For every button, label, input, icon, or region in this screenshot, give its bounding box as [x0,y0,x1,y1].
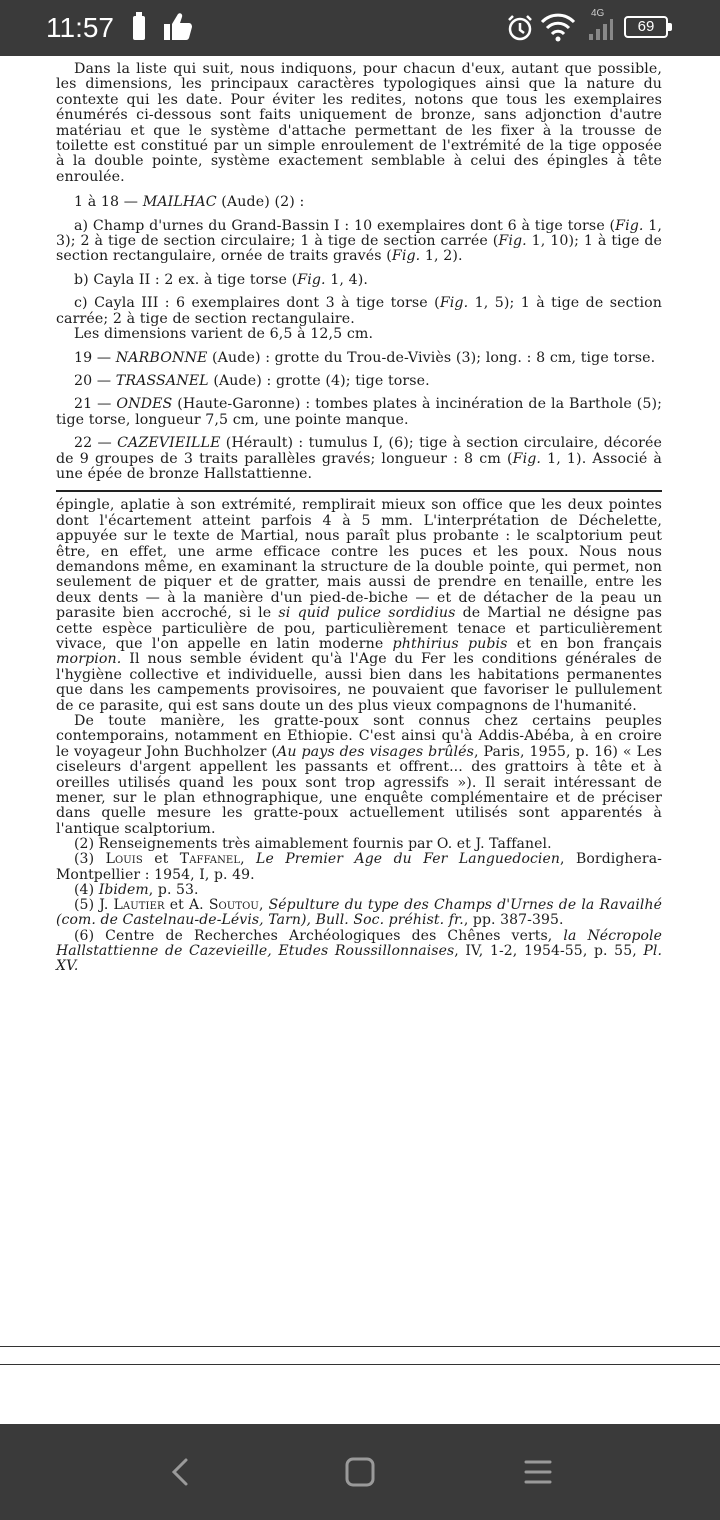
entry-text: (Aude) : grotte (4); tige torse. [208,372,430,389]
entry-heading-mailhac [56,195,662,210]
menu-icon[interactable] [516,1450,560,1494]
footnote-4 [56,883,662,898]
fig-ref: Fig. [439,295,469,312]
fn-text: (3) [74,851,106,868]
page-separator-bottom [0,1364,720,1365]
home-icon[interactable] [338,1450,382,1494]
fn-text: , [240,851,257,868]
fn-text: , [258,897,269,914]
fn-text: (5) J. [74,897,114,914]
battery-icon: 69 [624,16,668,38]
body-text: épingle, aplatie à son extrémité, remplirait mieux son office que les deux pointes dont l'écartement atteint parfois 4 à 5 mm. L'interprétation de Déchelette, appuyée sur le texte de Martial, nous paraît plus probante : le scalptorium peut être, en effet, une arme efficace contre les puces et les poux. Nous nous demandons même, en examinant la structure de la double pointe, qui permet, non seulement de piquer et de gratter, mais aussi de prendre en tenaille, entre les deux dents — à la manière d'un pied-de-biche — et de détacher de la peau un parasite bien accroché, si le [56,497,662,622]
body-text: et en bon français [507,636,663,652]
fn-text: (6) Centre de Recherches Archéologiques des Chênes verts, [74,927,564,944]
fig-ref: Fig. [297,271,326,288]
entry-number: 22 — [74,435,112,452]
entry-19 [56,351,662,366]
fn-text: , IV, 1-2, 1954-55, p. 55, [454,942,644,959]
entry-22 [56,436,662,482]
entry-21 [56,397,662,428]
latin-term: phthirius pubis [392,636,508,652]
author-name: Louis [105,851,143,868]
entry-rest: (Aude) (2) : [221,194,305,211]
work-title: Ibidem [98,881,149,898]
signal-icon [586,14,614,42]
place-name: CAZEVIEILLE [117,435,221,452]
document-page [56,62,662,974]
fn-text: , Bordighera-Montpellier : 1954, I, p. 49. [56,851,662,883]
entry-number: 20 — [74,372,112,389]
plate-ref: Pl. XV. [56,942,663,974]
fig-ref: Fig. [615,217,644,234]
fn-text: (4) [74,881,99,898]
place-name: NARBONNE [115,349,208,366]
alarm-icon [506,14,534,42]
wifi-icon [540,12,576,42]
fn-text: et A. [164,897,209,914]
fig-ref: Fig. [498,233,527,250]
entry-number: 21 — [74,396,112,413]
footnote-2: (2) Renseignements très aimablement fournis par O. et J. Taffanel. [74,836,552,853]
body-paragraph-1 [56,498,662,714]
thumb-icon [160,10,194,44]
place-name: ONDES [116,396,173,413]
body-paragraph-2 [56,714,662,837]
fig-ref: Fig. [512,450,541,467]
entry-text: 1, 4). [325,271,368,288]
fn-text: et [142,851,180,868]
entry-text: c) Cayla III : 6 exemplaires dont 3 à tige torse ( [74,295,440,312]
body-text: De toute manière, les gratte-poux sont connus chez certains peuples contemporains, notamment en Ethiopie. C'est ainsi qu'à Addis-Abéba, à en croire le voyageur John Buchholzer ( [56,713,662,760]
entry-text: a) Champ d'urnes du Grand-Bassin I : 10 exemplaires dont 6 à tige torse ( [74,217,616,234]
entry-text: 1, 3); 2 à tige de section circulaire; 1 à tige de section carrée ( [56,217,662,250]
book-title: Au pays des visages brûlés [276,743,474,760]
body-text: Il nous semble évident qu'à l'Age du Fer les conditions générales de l'hygiène collective et individuelle, aussi bien dans les habitations permanentes que dans les campements provisoires, ne pouvaient que favoriser le pullulement de ce parasite, qui est sans doute un des plus vieux compagnons de l'humanité. [56,651,662,714]
entry-b [56,273,662,288]
status-time: 11:57 [46,12,114,43]
fn-text: , p. 53. [148,881,199,898]
footnote-divider [56,490,662,492]
footnotes [56,837,662,974]
status-bar [0,0,720,56]
entry-text: 1, 1). Associé à une épée de bronze Hallstattienne. [56,450,662,482]
french-term: morpion. [56,651,122,668]
entry-number: 19 — [74,349,112,366]
page-separator-top [0,1346,720,1347]
author-name: Taffanel [179,851,241,868]
entry-text: (Haute-Garonne) : tombes plates à incinération de la Barthole (5); tige torse, longueur 7,5 cm, une pointe manque. [56,396,662,428]
entry-text: 1, 2). [420,248,463,265]
footnote-3 [56,852,662,882]
place-name: MAILHAC [142,194,217,211]
entry-text: b) Cayla II : 2 ex. à tige torse ( [74,271,298,288]
network-type: 4G [591,8,605,19]
footnote-5 [56,898,662,928]
entry-c [56,296,662,327]
author-name: Soutou [208,897,259,914]
entry-20 [56,374,662,389]
entry-a [56,219,662,265]
place-name: TRASSANEL [115,372,209,389]
work-title: la Nécropole Hallstattienne de Cazevieille, Etudes Roussillonnaises [56,927,663,959]
work-title: Sépulture du type des Champs d'Urnes de la Ravailhé (com. de Castelnau-de-Lévis, Tarn), Bull. Soc. préhist. fr. [56,897,662,929]
back-icon[interactable] [160,1450,204,1494]
entry-text: 1, 10); 1 à tige de section rectangulaire, ornée de traits gravés ( [56,233,662,265]
fn-text: , pp. 387-395. [463,912,564,929]
work-title: Le Premier Age du Fer Languedocien [256,851,561,868]
latin-quote: si quid pulice sordidius [278,605,456,622]
battery-small-icon [133,16,145,40]
author-name: Lautier [113,897,165,914]
entry-number: 1 à 18 — [74,194,139,211]
footnote-6 [56,929,662,975]
body-text: de Martial ne désigne pas cette espèce particulière de pou, particulièrement tenace et particulièrement vivace, que l'on appelle en latin moderne [56,605,662,652]
entry-text: 1, 5); 1 à tige de section carrée; 2 à tige de section rectangulaire. [56,295,662,327]
fig-ref: Fig. [391,248,421,265]
intro-paragraph: Dans la liste qui suit, nous indiquons, pour chacun d'eux, autant que possible, les dimensions, les principaux caractères typologiques ainsi que la nature du contexte qui les date. Pour éviter les redites, notons que tous les exemplaires énumérés ci-dessous sont faits uniquement de bronze, sans adjonction d'autre matériau et que le système d'attache permettant de les fixer à la trousse de toilette est constitué par un simple enroulement de l'extrémité de la tige opposée à la double pointe, système exactement semblable à celui des épingles à tête enroulée. [56,61,662,185]
body-text: , Paris, 1955, p. 16) « Les ciseleurs d'argent appellent les passants et offrent... des grattoirs à tête et à oreilles utilisés quand les poux sont trop agressifs »). Il serait intéressant de mener, sur le plan ethnographique, une enquête complémentaire et de préciser dans quelle mesure les gratte-poux actuellement utilisés sont apparentés à l'antique scalptorium. [56,743,663,837]
entry-text: (Hérault) : tumulus I, (6); tige à section circulaire, décorée de 9 groupes de 3 traits parallèles gravés; longueur : 8 cm ( [56,435,662,467]
dimensions-line: Les dimensions varient de 6,5 à 12,5 cm. [74,326,374,343]
navigation-bar [0,1424,720,1520]
entry-text: (Aude) : grotte du Trou-de-Viviès (3); long. : 8 cm, tige torse. [207,349,656,366]
